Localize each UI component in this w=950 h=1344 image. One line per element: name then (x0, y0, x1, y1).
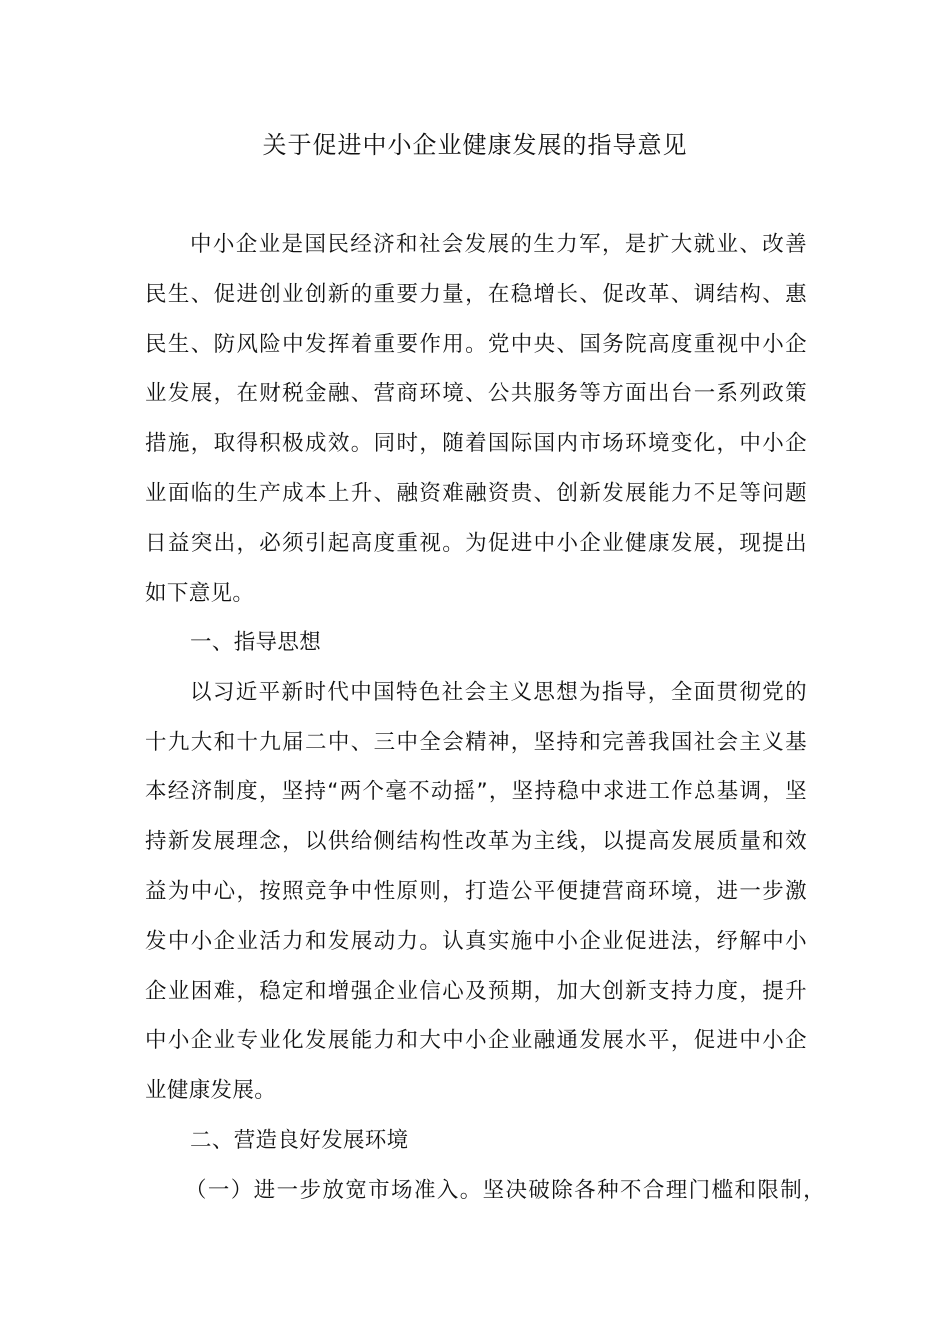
intro-line-4: 业发展，在财税金融、营商环境、公共服务等方面出台一系列政策 (145, 381, 807, 406)
section-1-line-2: 十九大和十九届二中、三中全会精神，坚持和完善我国社会主义基 (145, 730, 807, 755)
intro-line-5: 措施，取得积极成效。同时，随着国际国内市场环境变化，中小企 (145, 431, 807, 456)
section-2-heading: 二、营造良好发展环境 (190, 1128, 409, 1153)
section-1-line-8: 中小企业专业化发展能力和大中小企业融通发展水平，促进中小企 (145, 1028, 807, 1053)
document-title: 关于促进中小企业健康发展的指导意见 (262, 131, 688, 159)
intro-line-2: 民生、促进创业创新的重要力量，在稳增长、促改革、调结构、惠 (145, 282, 807, 307)
intro-line-3: 民生、防风险中发挥着重要作用。党中央、国务院高度重视中小企 (145, 332, 807, 357)
section-1-line-4: 持新发展理念，以供给侧结构性改革为主线，以提高发展质量和效 (145, 829, 807, 854)
section-2-line-1: （一）进一步放宽市场准入。坚决破除各种不合理门槛和限制， (185, 1178, 825, 1203)
intro-line-6: 业面临的生产成本上升、融资难融资贵、创新发展能力不足等问题 (145, 481, 807, 506)
intro-line-8: 如下意见。 (145, 581, 255, 606)
intro-line-1: 中小企业是国民经济和社会发展的生力军，是扩大就业、改善 (190, 232, 807, 257)
section-1-line-1: 以习近平新时代中国特色社会主义思想为指导，全面贯彻党的 (190, 680, 807, 705)
section-1-line-5: 益为中心，按照竞争中性原则，打造公平便捷营商环境，进一步激 (145, 879, 807, 904)
section-1-line-6: 发中小企业活力和发展动力。认真实施中小企业促进法，纾解中小 (145, 929, 807, 954)
section-1-line-3: 本经济制度，坚持“两个毫不动摇”，坚持稳中求进工作总基调，坚 (145, 779, 807, 804)
section-1-heading: 一、指导思想 (190, 630, 322, 655)
intro-line-7: 日益突出，必须引起高度重视。为促进中小企业健康发展，现提出 (145, 531, 807, 556)
section-1-line-7: 企业困难，稳定和增强企业信心及预期，加大创新支持力度，提升 (145, 979, 807, 1004)
section-1-line-9: 业健康发展。 (145, 1078, 277, 1103)
